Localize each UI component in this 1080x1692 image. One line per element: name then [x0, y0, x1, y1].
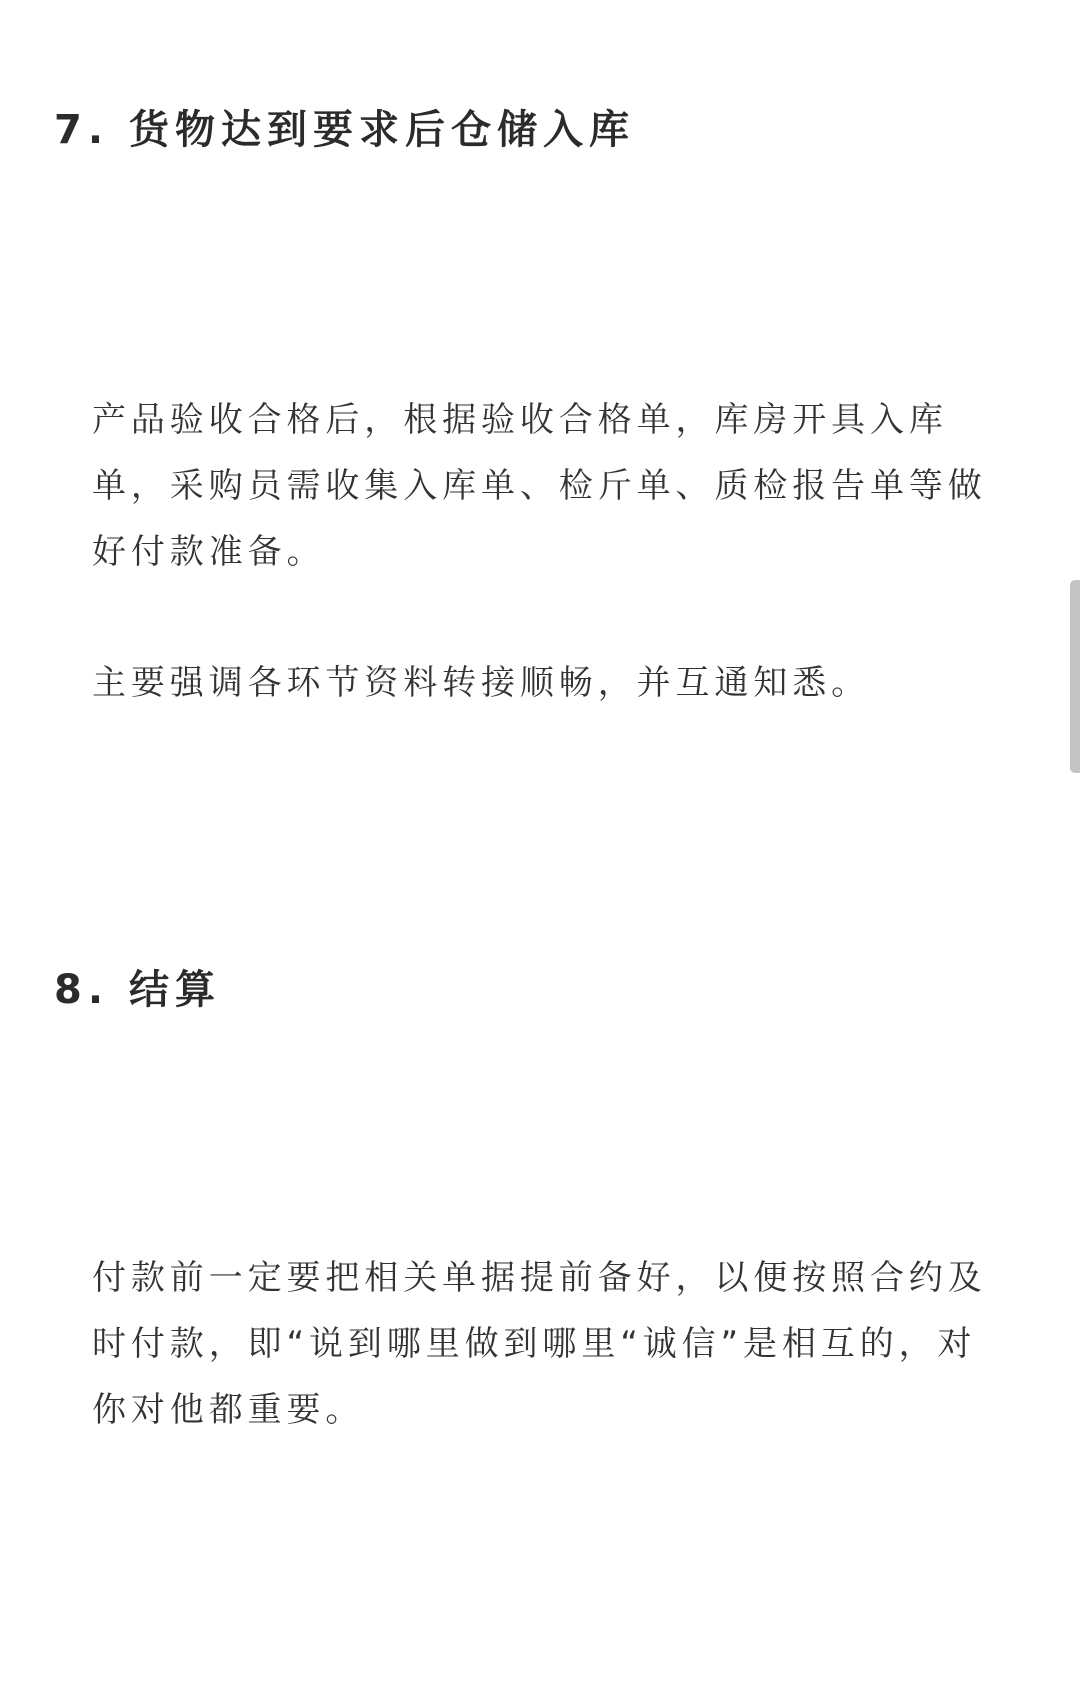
paragraph-settlement: 付款前一定要把相关单据提前备好，以便按照合约及时付款，即“说到哪里做到哪里“诚信”是相互的，对你对他都重要。: [92, 1258, 987, 1430]
section-heading-7: 7. 货物达到要求后仓储入库: [54, 107, 635, 153]
scrollbar-thumb[interactable]: [1070, 580, 1080, 773]
section-heading-8: 8. 结算: [54, 967, 221, 1013]
paragraph-emphasis: 主要强调各环节资料转接顺畅，并互通知悉。: [92, 663, 870, 703]
paragraph-warehousing: 产品验收合格后，根据验收合格单，库房开具入库单，采购员需收集入库单、检斤单、质检报告单等做好付款准备。: [92, 400, 987, 572]
